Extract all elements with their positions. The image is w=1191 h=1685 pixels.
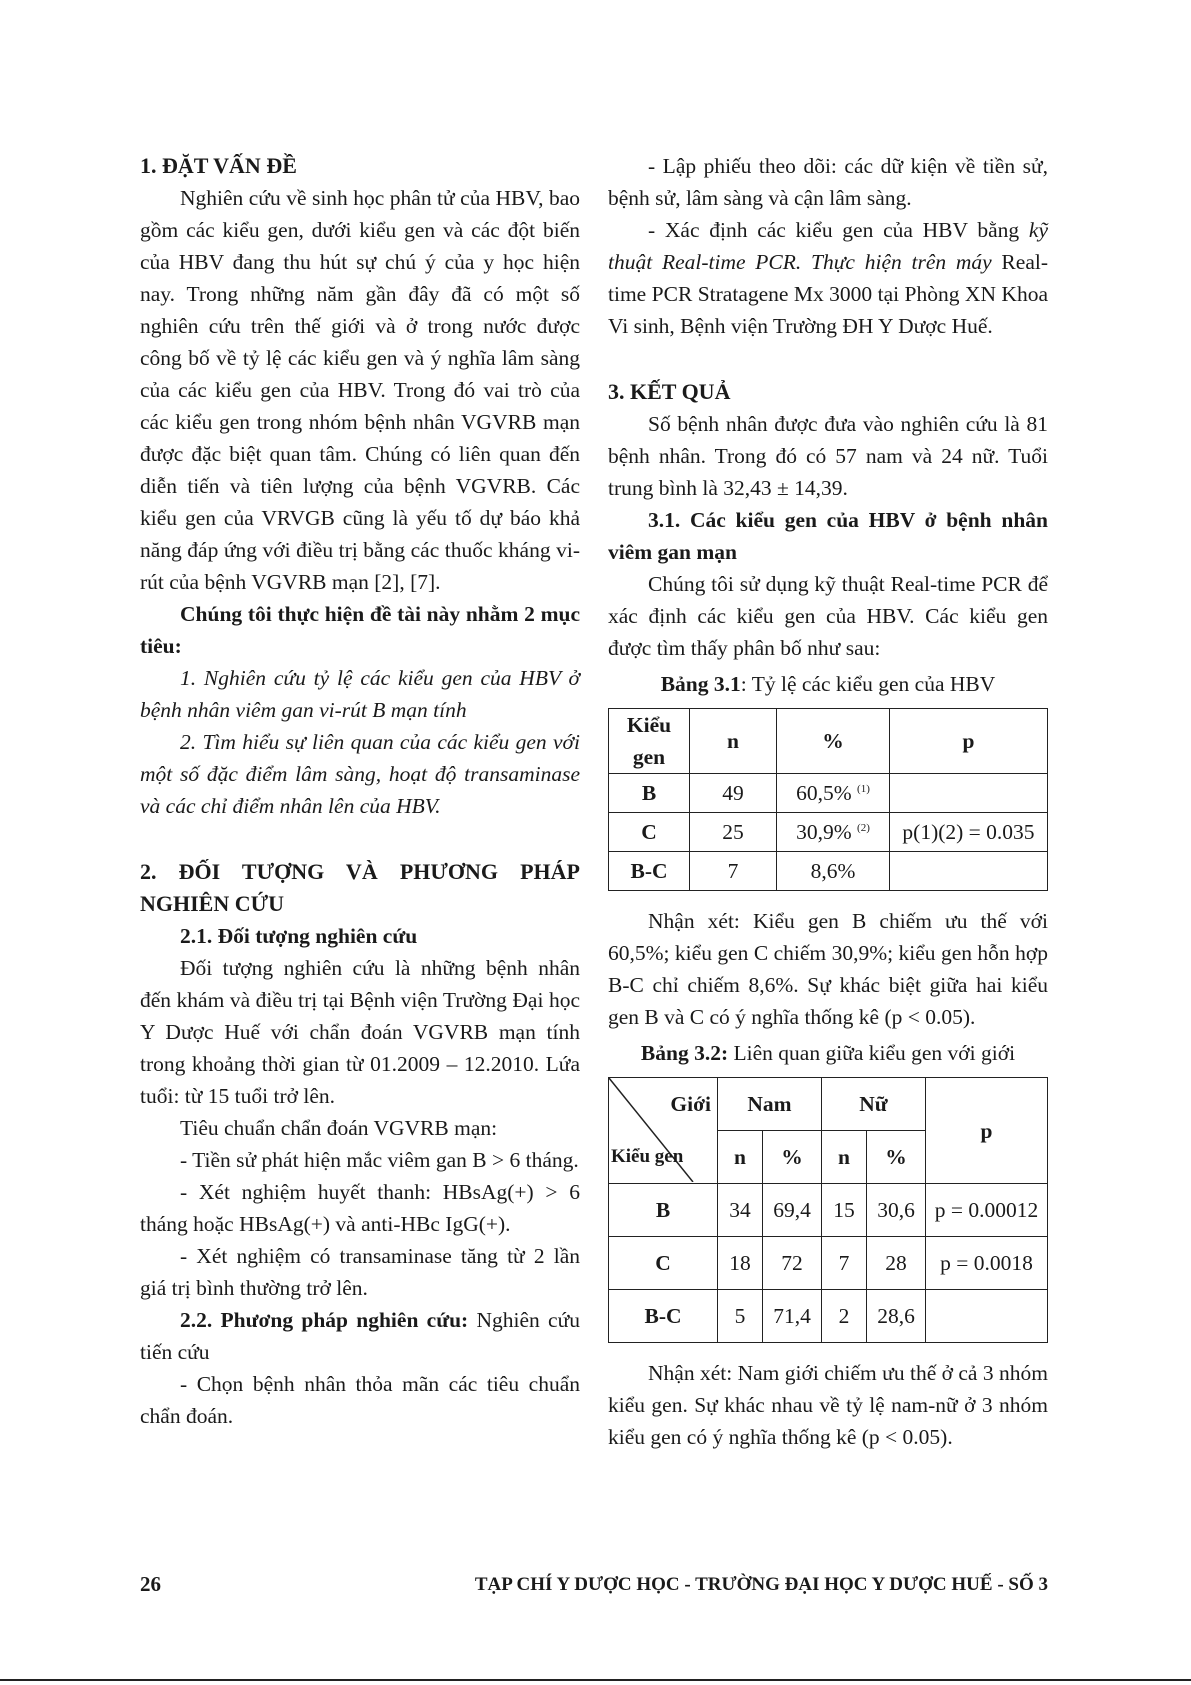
table-2-cell-p xyxy=(926,1290,1048,1343)
table-2-cell-pct-nu: 28 xyxy=(867,1237,926,1290)
method-3 xyxy=(608,214,1048,342)
table-1-cell-p: p(1)(2) = 0.035 xyxy=(890,813,1048,852)
table-2 xyxy=(608,1077,1048,1343)
table-1-cell-pct xyxy=(777,813,890,852)
pct-value: 60,5% xyxy=(796,781,852,805)
table-2-cell-n-nam: 18 xyxy=(718,1237,763,1290)
table-2-sub-pct: % xyxy=(867,1131,926,1184)
criteria-3: - Xét nghiệm có transaminase tăng từ 2 lần giá trị bình thường trở lên. xyxy=(140,1244,580,1300)
table-1-header-p: p xyxy=(890,709,1048,774)
table-row xyxy=(609,1184,1048,1237)
section-1-paragraph: Nghiên cứu về sinh học phân tử của HBV, bao gồm các kiểu gen, dưới kiểu gen và các đột biến của HBV đang thu hút sự chú ý của y học hiện nay. Trong những năm gần đây đã có một số nghiên cứu trên thế giới và ở trong nước được công bố về tỷ lệ các kiểu gen và ý nghĩa lâm sàng của các kiểu gen của HBV. Trong đó vai trò của các kiểu gen trong nhóm bệnh nhân VGVRB mạn được đặc biệt quan tâm. Chúng có liên quan đến diễn tiến và tiên lượng của bệnh VGVRB. Các kiểu gen của VRVGB cũng là yếu tố dự báo khả năng đáp ứng với điều trị bằng các thuốc kháng vi-rút của bệnh VGVRB mạn [2], [7]. xyxy=(140,186,580,594)
table-row xyxy=(609,774,1048,813)
table-1-header-gen: Kiểu gen xyxy=(609,709,690,774)
objective-2: 2. Tìm hiểu sự liên quan của các kiểu gen với một số đặc điểm lâm sàng, hoạt độ transaminase và các chỉ điểm nhân lên của HBV. xyxy=(140,730,580,818)
method-3-c: Real-time PCR Stratagene Mx 3000 tại Phòng XN Khoa Vi sinh, Bệnh viện Trường ĐH Y Dược Huế. xyxy=(608,250,1048,338)
left-column xyxy=(140,150,580,1432)
table-row xyxy=(609,813,1048,852)
table-2-cell-n-nu: 7 xyxy=(822,1237,867,1290)
criteria-1: - Tiền sử phát hiện mắc viêm gan B > 6 tháng. xyxy=(180,1148,579,1172)
table-2-cell-n-nu: 2 xyxy=(822,1290,867,1343)
table-1 xyxy=(608,708,1048,891)
section-3-paragraph: Số bệnh nhân được đưa vào nghiên cứu là 81 bệnh nhân. Trong đó có 57 nam và 24 nữ. Tuổi trung bình là 32,43 ± 14,39. xyxy=(608,412,1048,500)
table-2-cell-n-nam: 5 xyxy=(718,1290,763,1343)
method-3-a: - Xác định các kiểu gen của HBV bằng xyxy=(648,218,1029,242)
page-number: 26 xyxy=(140,1572,161,1596)
table-1-caption-text: : Tỷ lệ các kiểu gen của HBV xyxy=(740,672,996,696)
section-2-1-title: 2.1. Đối tượng nghiên cứu xyxy=(180,924,418,948)
section-2-1-paragraph: Đối tượng nghiên cứu là những bệnh nhân đến khám và điều trị tại Bệnh viện Trường Đại học Y Dược Huế với chẩn đoán VGVRB mạn tính trong khoảng thời gian từ 01.2009 – 12.2010. Lứa tuổi: từ 15 tuổi trở lên. xyxy=(140,956,580,1108)
table-2-cell-gen: B xyxy=(609,1184,718,1237)
table-1-header-n: n xyxy=(690,709,777,774)
table-2-cell-pct-nam: 72 xyxy=(763,1237,822,1290)
section-1-title: 1. ĐẶT VẤN ĐỀ xyxy=(140,153,297,178)
table-2-cell-n-nu: 15 xyxy=(822,1184,867,1237)
table-2-header-kieu-gen: Kiểu gen xyxy=(611,1146,684,1167)
journal-title: TẠP CHÍ Y DƯỢC HỌC - TRƯỜNG ĐẠI HỌC Y DƯỢC HUẾ - SỐ 3 xyxy=(474,1574,1048,1595)
method-2: - Lập phiếu theo dõi: các dữ kiện về tiền sử, bệnh sử, lâm sàng và cận lâm sàng. xyxy=(608,154,1048,210)
method-3-b: kỹ thuật Real-time PCR. Thực hiện trên máy xyxy=(608,218,1048,274)
table-2-caption xyxy=(608,1037,1048,1069)
table-row xyxy=(609,1237,1048,1290)
table-1-cell-n: 49 xyxy=(690,774,777,813)
section-2-2-paragraph xyxy=(140,1304,580,1368)
table-2-header-p: p xyxy=(926,1078,1048,1184)
table-1-cell-p xyxy=(890,852,1048,891)
bottom-rule xyxy=(0,1679,1191,1681)
table-1-cell-gen: B-C xyxy=(609,852,690,891)
table-row xyxy=(609,852,1048,891)
table-2-sub-n: n xyxy=(718,1131,763,1184)
table-2-sub-n: n xyxy=(822,1131,867,1184)
table-1-cell-gen: B xyxy=(609,774,690,813)
table-1-cell-pct xyxy=(777,774,890,813)
criteria-2: - Xét nghiệm huyết thanh: HBsAg(+) > 6 tháng hoặc HBsAg(+) và anti-HBc IgG(+). xyxy=(140,1180,580,1236)
table-1-cell-n: 25 xyxy=(690,813,777,852)
table-2-cell-gen: C xyxy=(609,1237,718,1290)
section-3-1-paragraph: Chúng tôi sử dụng kỹ thuật Real-time PCR để xác định các kiểu gen của HBV. Các kiểu gen được tìm thấy phân bố như sau: xyxy=(608,572,1048,660)
table-2-header-gioi: Giới xyxy=(670,1092,711,1116)
table-2-sub-pct: % xyxy=(763,1131,822,1184)
remark-2: Nhận xét: Nam giới chiếm ưu thế ở cả 3 nhóm kiểu gen. Sự khác nhau về tỷ lệ nam-nữ ở 3 nhóm kiểu gen có ý nghĩa thống kê (p < 0.05). xyxy=(608,1361,1048,1449)
table-row xyxy=(609,1290,1048,1343)
table-1-cell-n: 7 xyxy=(690,852,777,891)
table-2-cell-p: p = 0.00012 xyxy=(926,1184,1048,1237)
section-3-title: 3. KẾT QUẢ xyxy=(608,379,731,404)
table-2-cell-pct-nu: 30,6 xyxy=(867,1184,926,1237)
table-2-cell-gen: B-C xyxy=(609,1290,718,1343)
table-1-cell-pct xyxy=(777,852,890,891)
table-2-caption-text: Liên quan giữa kiểu gen với giới xyxy=(728,1041,1016,1065)
table-1-header-pct: % xyxy=(777,709,890,774)
table-2-cell-pct-nu: 28,6 xyxy=(867,1290,926,1343)
pct-value: 8,6% xyxy=(810,859,856,883)
pct-value: 30,9% xyxy=(796,820,852,844)
table-1-cell-gen: C xyxy=(609,813,690,852)
table-1-label: Bảng 3.1 xyxy=(660,672,741,696)
method-1: - Chọn bệnh nhân thỏa mãn các tiêu chuẩn chẩn đoán. xyxy=(140,1372,580,1428)
table-2-cell-pct-nam: 69,4 xyxy=(763,1184,822,1237)
table-2-cell-n-nam: 34 xyxy=(718,1184,763,1237)
table-2-diagonal-header xyxy=(609,1078,718,1184)
section-2-2-text: Nghiên cứu tiến cứu xyxy=(140,1308,580,1364)
table-2-cell-pct-nam: 71,4 xyxy=(763,1290,822,1343)
table-1-cell-p xyxy=(890,774,1048,813)
table-1-caption xyxy=(608,668,1048,700)
section-3-1-title: 3.1. Các kiểu gen của HBV ở bệnh nhân viêm gan mạn xyxy=(608,508,1048,564)
table-2-label: Bảng 3.2: xyxy=(640,1041,729,1065)
pct-note: (2) xyxy=(857,821,870,834)
remark-1: Nhận xét: Kiểu gen B chiếm ưu thế với 60,5%; kiểu gen C chiếm 30,9%; kiểu gen hỗn hợp B-C chỉ chiếm 8,6%. Sự khác biệt giữa hai kiểu gen B và C có ý nghĩa thống kê (p < 0.05). xyxy=(608,909,1048,1029)
criteria-title: Tiêu chuẩn chẩn đoán VGVRB mạn: xyxy=(180,1116,498,1140)
pct-note: (1) xyxy=(857,782,870,795)
table-2-cell-p: p = 0.0018 xyxy=(926,1237,1048,1290)
section-2-title: 2. ĐỐI TƯỢNG VÀ PHƯƠNG PHÁP NGHIÊN CỨU xyxy=(140,859,580,916)
section-2-2-title: 2.2. Phương pháp nghiên cứu: xyxy=(180,1308,469,1332)
right-column xyxy=(608,150,1048,1453)
objective-1: 1. Nghiên cứu tỷ lệ các kiểu gen của HBV ở bệnh nhân viêm gan vi-rút B mạn tính xyxy=(140,666,580,722)
table-2-header-nu: Nữ xyxy=(822,1078,926,1131)
objectives-intro: Chúng tôi thực hiện đề tài này nhằm 2 mục tiêu: xyxy=(140,602,580,658)
table-2-header-nam: Nam xyxy=(718,1078,822,1131)
